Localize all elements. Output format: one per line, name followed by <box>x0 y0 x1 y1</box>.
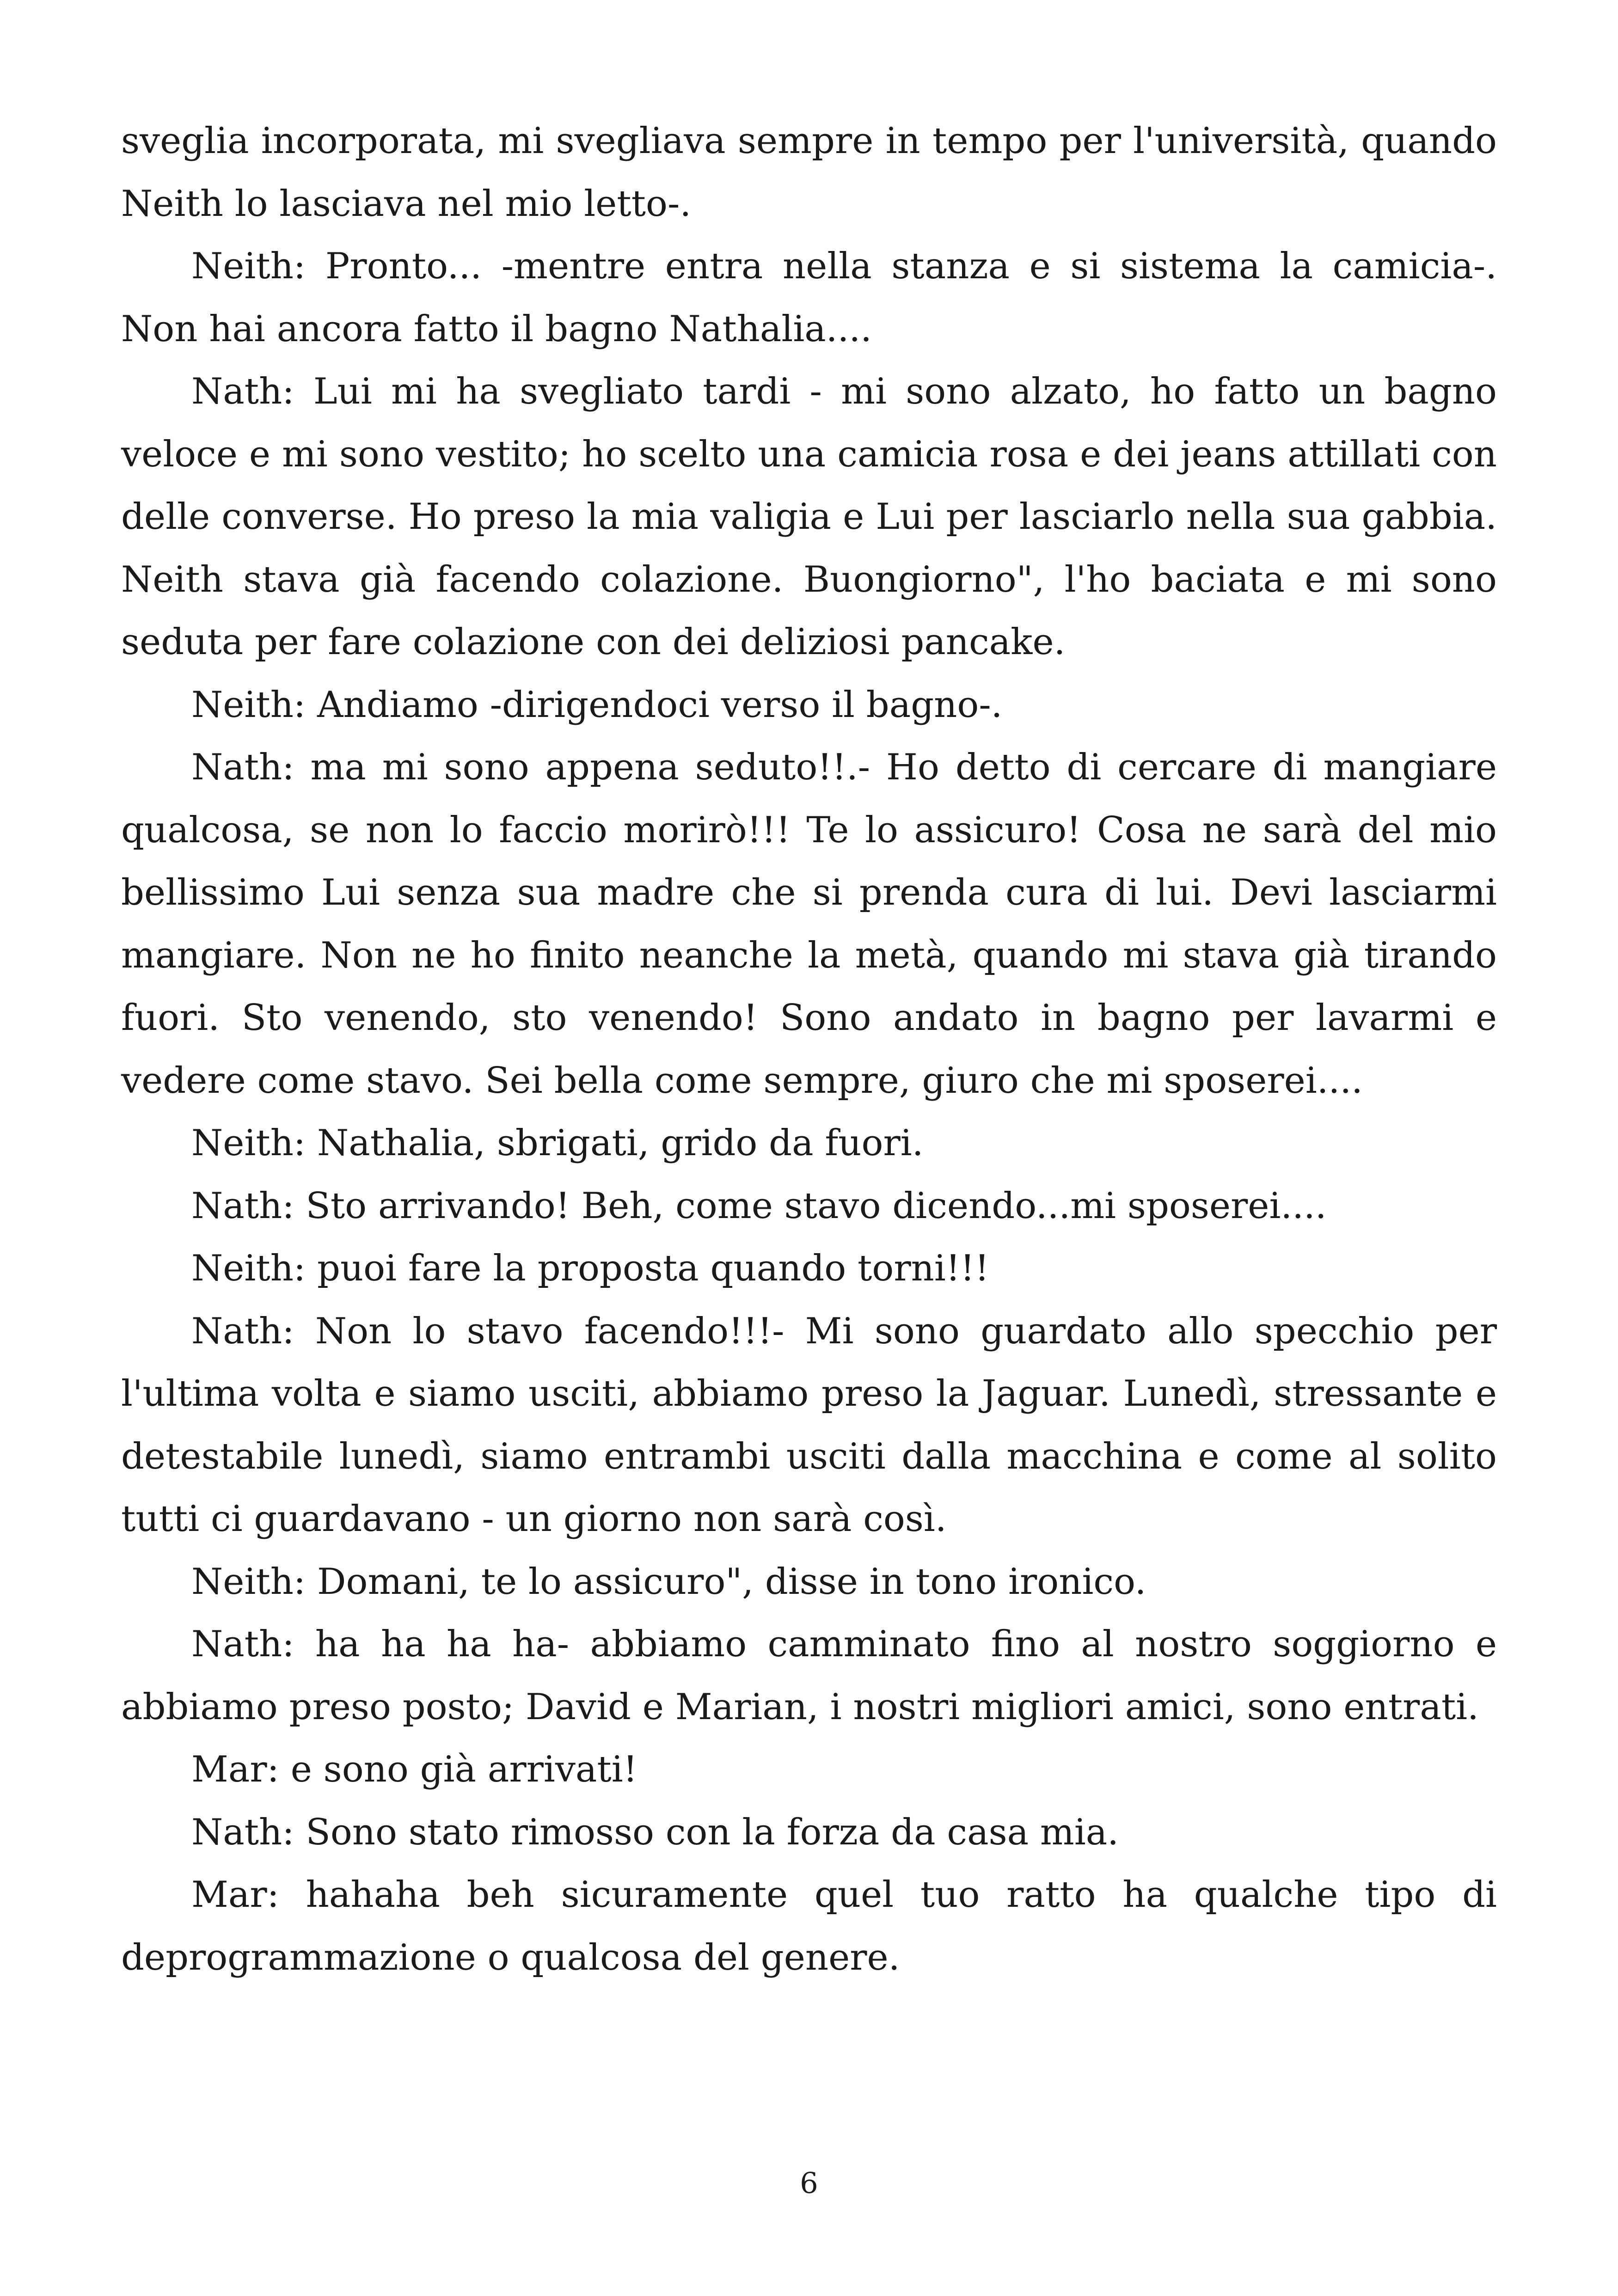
paragraph: Neith: Domani, te lo assicuro", disse in tono ironico. <box>191 1561 1146 1603</box>
paragraph: Nath: Sono stato rimosso con la forza da casa mia. <box>191 1811 1119 1853</box>
page-number: 6 <box>800 2166 818 2200</box>
paragraph: Neith: Andiamo -dirigendoci verso il bagno-. <box>191 684 1003 726</box>
paragraph: Mar: hahaha beh sicuramente quel tuo ratto ha qualche tipo di deprogrammazione o qualcosa del genere. <box>121 1874 1497 1978</box>
paragraph: Neith: puoi fare la proposta quando torni!!! <box>191 1248 989 1289</box>
body-text <box>121 110 1497 1989</box>
paragraph: Nath: ma mi sono appena seduto!!.- Ho detto di cercare di mangiare qualcosa, se non lo faccio morirò!!! Te lo assicuro! Cosa ne sarà del mio bellissimo Lui senza sua madre che si prenda cura di lui. Devi lasciarmi mangiare. Non ne ho finito neanche la metà, quando mi stava già tirando fuori. Sto venendo, sto venendo! Sono andato in bagno per lavarmi e vedere come stavo. Sei bella come sempre, giuro che mi sposerei.... <box>121 747 1497 1102</box>
paragraph: Nath: Non lo stavo facendo!!!- Mi sono guardato allo specchio per l'ultima volta e siamo usciti, abbiamo preso la Jaguar. Lunedì, stressante e detestabile lunedì, siamo entrambi usciti dalla macchina e come al solito tutti ci guardavano - un giorno non sarà così. <box>121 1310 1497 1540</box>
paragraph: sveglia incorporata, mi svegliava sempre in tempo per l'università, quando Neith lo lasciava nel mio letto-. <box>121 120 1497 225</box>
paragraph: Mar: e sono già arrivati! <box>191 1749 638 1790</box>
paragraph: Neith: Nathalia, sbrigati, grido da fuori. <box>191 1122 924 1164</box>
paragraph: Neith: Pronto... -mentre entra nella stanza e si sistema la camicia-. Non hai ancora fatto il bagno Nathalia.... <box>121 245 1497 350</box>
paragraph: Nath: Lui mi ha svegliato tardi - mi sono alzato, ho fatto un bagno veloce e mi sono vestito; ho scelto una camicia rosa e dei jeans attillati con delle converse. Ho preso la mia valigia e Lui per lasciarlo nella sua gabbia. Neith stava già facendo colazione. Buongiorno", l'ho baciata e mi sono seduta per fare colazione con dei deliziosi pancake. <box>121 371 1497 663</box>
paragraph: Nath: Sto arrivando! Beh, come stavo dicendo...mi sposerei.... <box>191 1185 1327 1227</box>
paragraph: Nath: ha ha ha ha- abbiamo camminato fino al nostro soggiorno e abbiamo preso posto; David e Marian, i nostri migliori amici, sono entrati. <box>121 1623 1497 1728</box>
